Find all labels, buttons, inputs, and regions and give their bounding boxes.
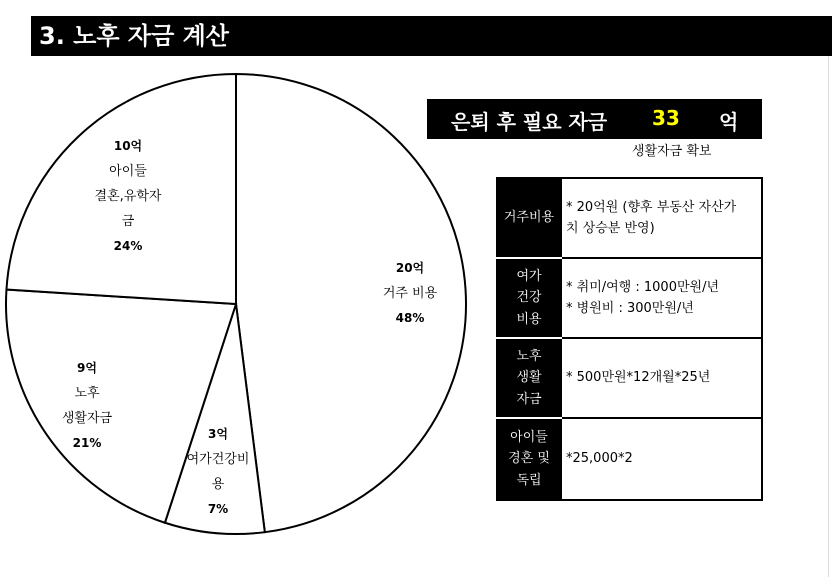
row-header — [497, 338, 561, 418]
slice-category-label: 용 — [211, 477, 225, 492]
pie-chart-svg — [0, 60, 480, 577]
table-row — [497, 418, 762, 500]
slice-category-label: 결혼,유학자 — [94, 189, 162, 204]
row-description — [561, 418, 762, 500]
table-row — [497, 258, 762, 338]
column-divider — [828, 56, 829, 577]
row-header-line: 건강 — [516, 290, 542, 306]
slice-percent-label: 48% — [395, 311, 425, 325]
row-description — [561, 178, 762, 258]
slice-category-label: 거주 비용 — [382, 286, 438, 301]
slice-value-label: 10억 — [113, 139, 143, 153]
slice-percent-label: 7% — [207, 502, 229, 516]
slice-value-label: 3억 — [208, 427, 228, 441]
row-description-line: * 500만원*12개월*25년 — [566, 370, 711, 386]
slice-category-label: 금 — [121, 214, 135, 229]
slice-value-label: 9억 — [77, 361, 97, 375]
slice-category-label: 여가건강비 — [186, 452, 250, 467]
slice-percent-label: 24% — [113, 239, 143, 253]
row-header-line: 독립 — [516, 472, 542, 488]
row-description — [561, 258, 762, 338]
summary-unit: 억 — [719, 110, 739, 134]
row-header-line: 비용 — [516, 311, 542, 327]
row-description-line: * 병원비 : 300만원/년 — [566, 301, 694, 316]
row-header-line: 여가 — [516, 268, 542, 284]
row-header-line: 노후 — [516, 348, 542, 364]
slice-percent-label: 21% — [72, 436, 102, 450]
pie-chart — [0, 60, 480, 577]
cost-detail-table — [496, 177, 763, 501]
row-header — [497, 258, 561, 338]
summary-value: 33 — [652, 106, 680, 130]
table-row — [497, 338, 762, 418]
slice-category-label: 생활자금 — [61, 411, 113, 426]
row-description — [561, 338, 762, 418]
summary-note: 생활자금 확보 — [632, 144, 712, 159]
row-header-line: 아이들 — [510, 429, 548, 445]
row-header — [497, 418, 561, 500]
row-header-line: 경혼 및 — [508, 451, 550, 467]
slice-category-label: 아이들 — [109, 164, 147, 179]
summary-label: 은퇴 후 필요 자금 — [451, 110, 608, 134]
retirement-fund-summary — [427, 99, 762, 139]
row-header-line: 자금 — [516, 391, 542, 407]
row-header-line: 생활 — [516, 370, 542, 386]
row-header — [497, 178, 561, 258]
row-description-line: *25,000*2 — [566, 451, 633, 467]
slice-category-label: 노후 — [74, 386, 100, 401]
page-title: 3. 노후 자금 계산 — [31, 16, 832, 56]
row-description-line: * 20억원 (향후 부동산 자산가 — [566, 199, 737, 215]
table-row — [497, 178, 762, 258]
row-header-line: 거주비용 — [503, 210, 555, 226]
row-description-line: 치 상승분 반영) — [566, 221, 655, 236]
slice-value-label: 20억 — [395, 261, 425, 275]
pie-slice — [236, 74, 466, 532]
row-description-line: * 취미/여행 : 1000만원/년 — [566, 279, 720, 295]
